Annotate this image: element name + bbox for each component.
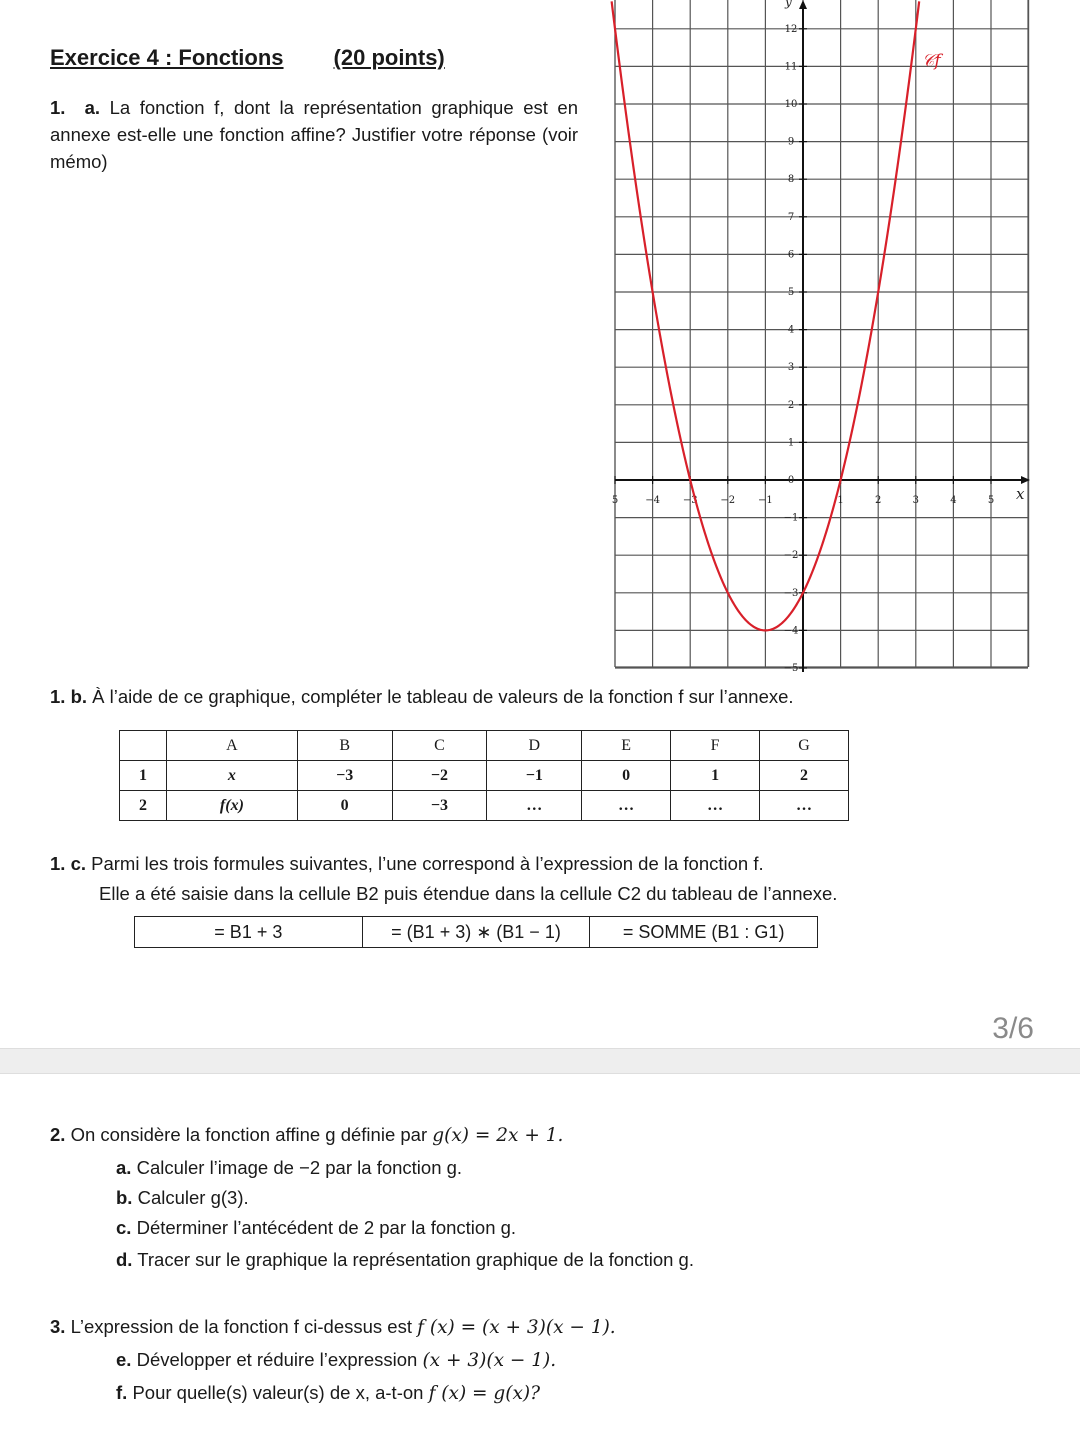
- table-cell: 0: [297, 791, 392, 821]
- y-tick-label: 12: [784, 23, 798, 35]
- y-tick-label: 5: [787, 287, 795, 298]
- y-tick-label: 3: [787, 362, 795, 374]
- table-col-header: B: [297, 731, 392, 761]
- y-axis-arrow: [799, 0, 807, 9]
- x-tick-label: 2: [875, 495, 882, 506]
- x-tick-label: 4: [950, 495, 957, 506]
- x-tick-label: 1: [837, 495, 844, 506]
- page-number: 3/6: [992, 1012, 1034, 1045]
- formula-option: = SOMME (B1 : G1): [622, 922, 785, 942]
- y-tick-label: 1: [787, 437, 795, 449]
- y-tick-label: −3: [783, 587, 799, 599]
- function-graph: [608, 0, 1038, 680]
- question-3f: f. Pour quelle(s) valeur(s) de x, a-t-on f (x) = g(x)?: [116, 1382, 541, 1404]
- table-cell: f(x): [167, 791, 298, 821]
- question-1c: 1. c. Parmi les trois formules suivantes, l’une correspond à l’expression de la fonction f.: [50, 853, 764, 874]
- table-cell: −2: [392, 761, 487, 791]
- graph-axes: [615, 0, 1030, 672]
- question-3e: e. Développer et réduire l’expression (x + 3)(x − 1).: [116, 1349, 557, 1371]
- g-formula: g(x) = 2x + 1.: [432, 1125, 564, 1146]
- x-tick-label: −1: [758, 495, 773, 506]
- table-col-header: D: [487, 731, 582, 761]
- x-tick-label: −4: [645, 495, 660, 506]
- page-separator: [0, 1048, 1080, 1074]
- table-col-header: A: [167, 731, 298, 761]
- table-cell: …: [671, 791, 760, 821]
- table-col-header: C: [392, 731, 487, 761]
- formula-options: [134, 916, 818, 948]
- question-2d: d. Tracer sur le graphique la représentation graphique de la fonction g.: [116, 1249, 694, 1270]
- table-cell: −3: [392, 791, 487, 821]
- y-tick-label: 9: [787, 136, 795, 148]
- exercise-title: Exercice 4 : Fonctions (20 points): [50, 45, 445, 70]
- graph-grid: [615, 0, 1029, 668]
- question-2c: c. Déterminer l’antécédent de 2 par la fonction g.: [116, 1217, 517, 1238]
- table-cell: 1: [671, 761, 760, 791]
- question-3: 3. L’expression de la fonction f ci-dessus est f (x) = (x + 3)(x − 1).: [50, 1316, 616, 1338]
- question-1b: 1. b. À l’aide de ce graphique, compléter le tableau de valeurs de la fonction f sur l’annexe.: [50, 686, 794, 707]
- y-tick-label: 11: [784, 61, 798, 73]
- table-col-header: F: [671, 731, 760, 761]
- curve-cf-label: 𝒞f: [922, 51, 941, 71]
- question-2: 2. On considère la fonction affine g définie par g(x) = 2x + 1.: [50, 1124, 564, 1146]
- table-row: [120, 761, 849, 791]
- y-tick-label: −1: [783, 512, 799, 524]
- x-tick-label: 3: [912, 495, 919, 506]
- table-cell: …: [487, 791, 582, 821]
- table-cell: −3: [297, 761, 392, 791]
- table-col-header: G: [760, 731, 849, 761]
- x-tick-label: −2: [720, 495, 736, 506]
- table-cell: …: [582, 791, 671, 821]
- y-tick-label: 8: [787, 174, 795, 186]
- question-2a: a. Calculer l’image de −2 par la fonction g.: [116, 1157, 463, 1178]
- y-tick-label: 7: [787, 211, 795, 223]
- values-table: [119, 730, 849, 821]
- exercise-points: (20 points): [333, 45, 445, 70]
- table-cell: …: [760, 791, 849, 821]
- x-axis-label: x: [1016, 485, 1025, 503]
- y-tick-label: −2: [783, 550, 799, 562]
- y-axis-label: y: [785, 0, 792, 9]
- table-cell: x: [167, 761, 298, 791]
- x-tick-label: 5: [611, 495, 619, 506]
- question-1c-text2: Elle a été saisie dans la cellule B2 puis étendue dans la cellule C2 du tableau de l’annexe.: [99, 883, 838, 904]
- table-cell: 0: [582, 761, 671, 791]
- y-tick-label: 10: [784, 99, 798, 110]
- table-row: [120, 791, 849, 821]
- formula-option: = B1 + 3: [135, 917, 363, 947]
- question-2b: b. Calculer g(3).: [116, 1187, 249, 1208]
- y-tick-label: −5: [783, 663, 799, 674]
- y-tick-label: 2: [787, 399, 795, 411]
- y-tick-label: 4: [787, 324, 795, 336]
- table-cell: 2: [760, 761, 849, 791]
- table-row-number: 2: [120, 791, 167, 821]
- y-tick-label: 6: [787, 249, 795, 261]
- question-1a-text: La fonction f, dont la représentation graphique est en annexe est-elle une fonction affine? Justifier votre réponse (voir mémo): [50, 97, 579, 172]
- x-tick-label: 5: [987, 495, 995, 506]
- table-header-row: [120, 731, 849, 761]
- table-col-header: E: [582, 731, 671, 761]
- formula-option: = (B1 + 3) ∗ (B1 − 1): [363, 917, 591, 947]
- y-tick-label: 0: [787, 475, 795, 486]
- x-tick-label: −3: [682, 495, 698, 506]
- y-tick-label: −4: [783, 625, 799, 637]
- question-1a: 1. a. La fonction f, dont la représentation graphique est en annexe est-elle une fonction affine? Justifier votre réponse (voir mémo): [50, 97, 579, 172]
- table-row-number: 1: [120, 761, 167, 791]
- f-formula: f (x) = (x + 3)(x − 1).: [417, 1317, 616, 1338]
- table-cell: −1: [487, 761, 582, 791]
- table-corner-cell: [120, 731, 167, 761]
